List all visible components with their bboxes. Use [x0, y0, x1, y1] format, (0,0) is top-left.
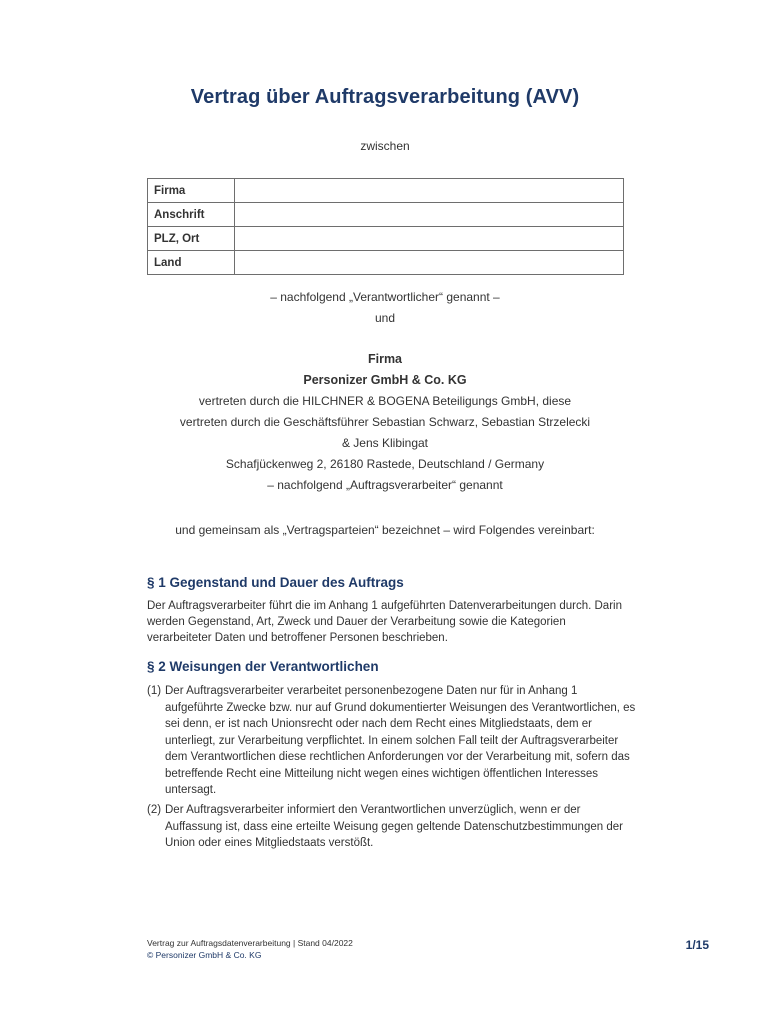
- section-1-heading: § 1 Gegenstand und Dauer des Auftrags: [147, 575, 404, 590]
- party-table: [147, 178, 624, 275]
- document-title: Vertrag über Auftragsverarbeitung (AVV): [190, 86, 580, 108]
- contractor-address: Schafjückenweg 2, 26180 Rastede, Deutschland / Germany: [225, 457, 545, 471]
- footer-copyright: © Personizer GmbH & Co. KG: [147, 950, 262, 960]
- contractor-represented-line: vertreten durch die Geschäftsführer Sebastian Schwarz, Sebastian Strzelecki: [179, 415, 591, 429]
- party-row-plz-ort: [148, 227, 624, 251]
- section-2-item: [147, 802, 637, 852]
- item-text: Der Auftragsverarbeiter verarbeitet personenbezogene Daten nur für in Anhang 1 aufgeführte Zwecke bzw. nur auf Grund dokumentierter Weisungen des Verantwortlichen, es sei denn, er ist nach Unionsrecht oder nach dem Recht eines Mitgliedstaats, dem er unterliegt, zur Verarbeitung verpflichtet. In einem solchen Fall teilt der Auftragsverarbeiter dem Verantwortlichen diese rechtlichen Anforderungen vor der Verarbeitung mit, sofern das betreffende Recht eine Mitteilung nicht wegen eines wichtigen öffentlichen Interesses untersagt.: [165, 685, 636, 796]
- section-1-text: Der Auftragsverarbeiter führt die im Anhang 1 aufgeführten Datenverarbeitungen durch. Darin werden Gegenstand, Art, Zweck und Dauer der Verarbeitung sowie die Kategorien verarbeiteter Daten und betroffener Personen beschrieben.: [147, 600, 622, 644]
- contractor-represented-line: & Jens Klibingat: [341, 436, 429, 450]
- footer: [147, 937, 353, 961]
- party-row-anschrift: [148, 203, 624, 227]
- page-number: 1/15: [685, 938, 709, 952]
- responsible-note: – nachfolgend „Verantwortlicher“ genannt –: [270, 290, 500, 304]
- party-row-firma: [148, 179, 624, 203]
- party-label: PLZ, Ort: [148, 227, 235, 251]
- contractor-block: [110, 349, 660, 496]
- contractor-note: – nachfolgend „Auftragsverarbeiter“ genannt: [267, 478, 503, 492]
- contractor-name: Personizer GmbH & Co. KG: [303, 373, 467, 387]
- contractor-heading: Firma: [367, 352, 403, 366]
- party-label: Anschrift: [148, 203, 235, 227]
- party-label: Land: [148, 251, 235, 275]
- item-text: Der Auftragsverarbeiter informiert den Verantwortlichen unverzüglich, wenn er der Auffassung ist, dass eine erteilte Weisung gegen geltende Datenschutzbestimmungen der Union oder eines Mitgliedstaats verstößt.: [165, 804, 623, 849]
- party-value-field[interactable]: [235, 203, 624, 227]
- contractor-represented-line: vertreten durch die HILCHNER & BOGENA Beteiligungs GmbH, diese: [198, 394, 572, 408]
- jointly-statement: und gemeinsam als „Vertragsparteien“ bezeichnet – wird Folgendes vereinbart:: [175, 523, 595, 537]
- party-value-field[interactable]: [235, 251, 624, 275]
- section-2-heading: § 2 Weisungen der Verantwortlichen: [147, 659, 379, 674]
- and-label: und: [374, 311, 396, 325]
- section-2-item: [147, 683, 637, 799]
- party-value-field[interactable]: [235, 179, 624, 203]
- party-row-land: [148, 251, 624, 275]
- item-number: (2): [147, 804, 162, 816]
- item-number: (1): [147, 685, 162, 697]
- party-value-field[interactable]: [235, 227, 624, 251]
- between-label: zwischen: [360, 139, 410, 153]
- footer-document-line: Vertrag zur Auftragsdatenverarbeitung | Stand 04/2022: [147, 938, 353, 948]
- party-label: Firma: [148, 179, 235, 203]
